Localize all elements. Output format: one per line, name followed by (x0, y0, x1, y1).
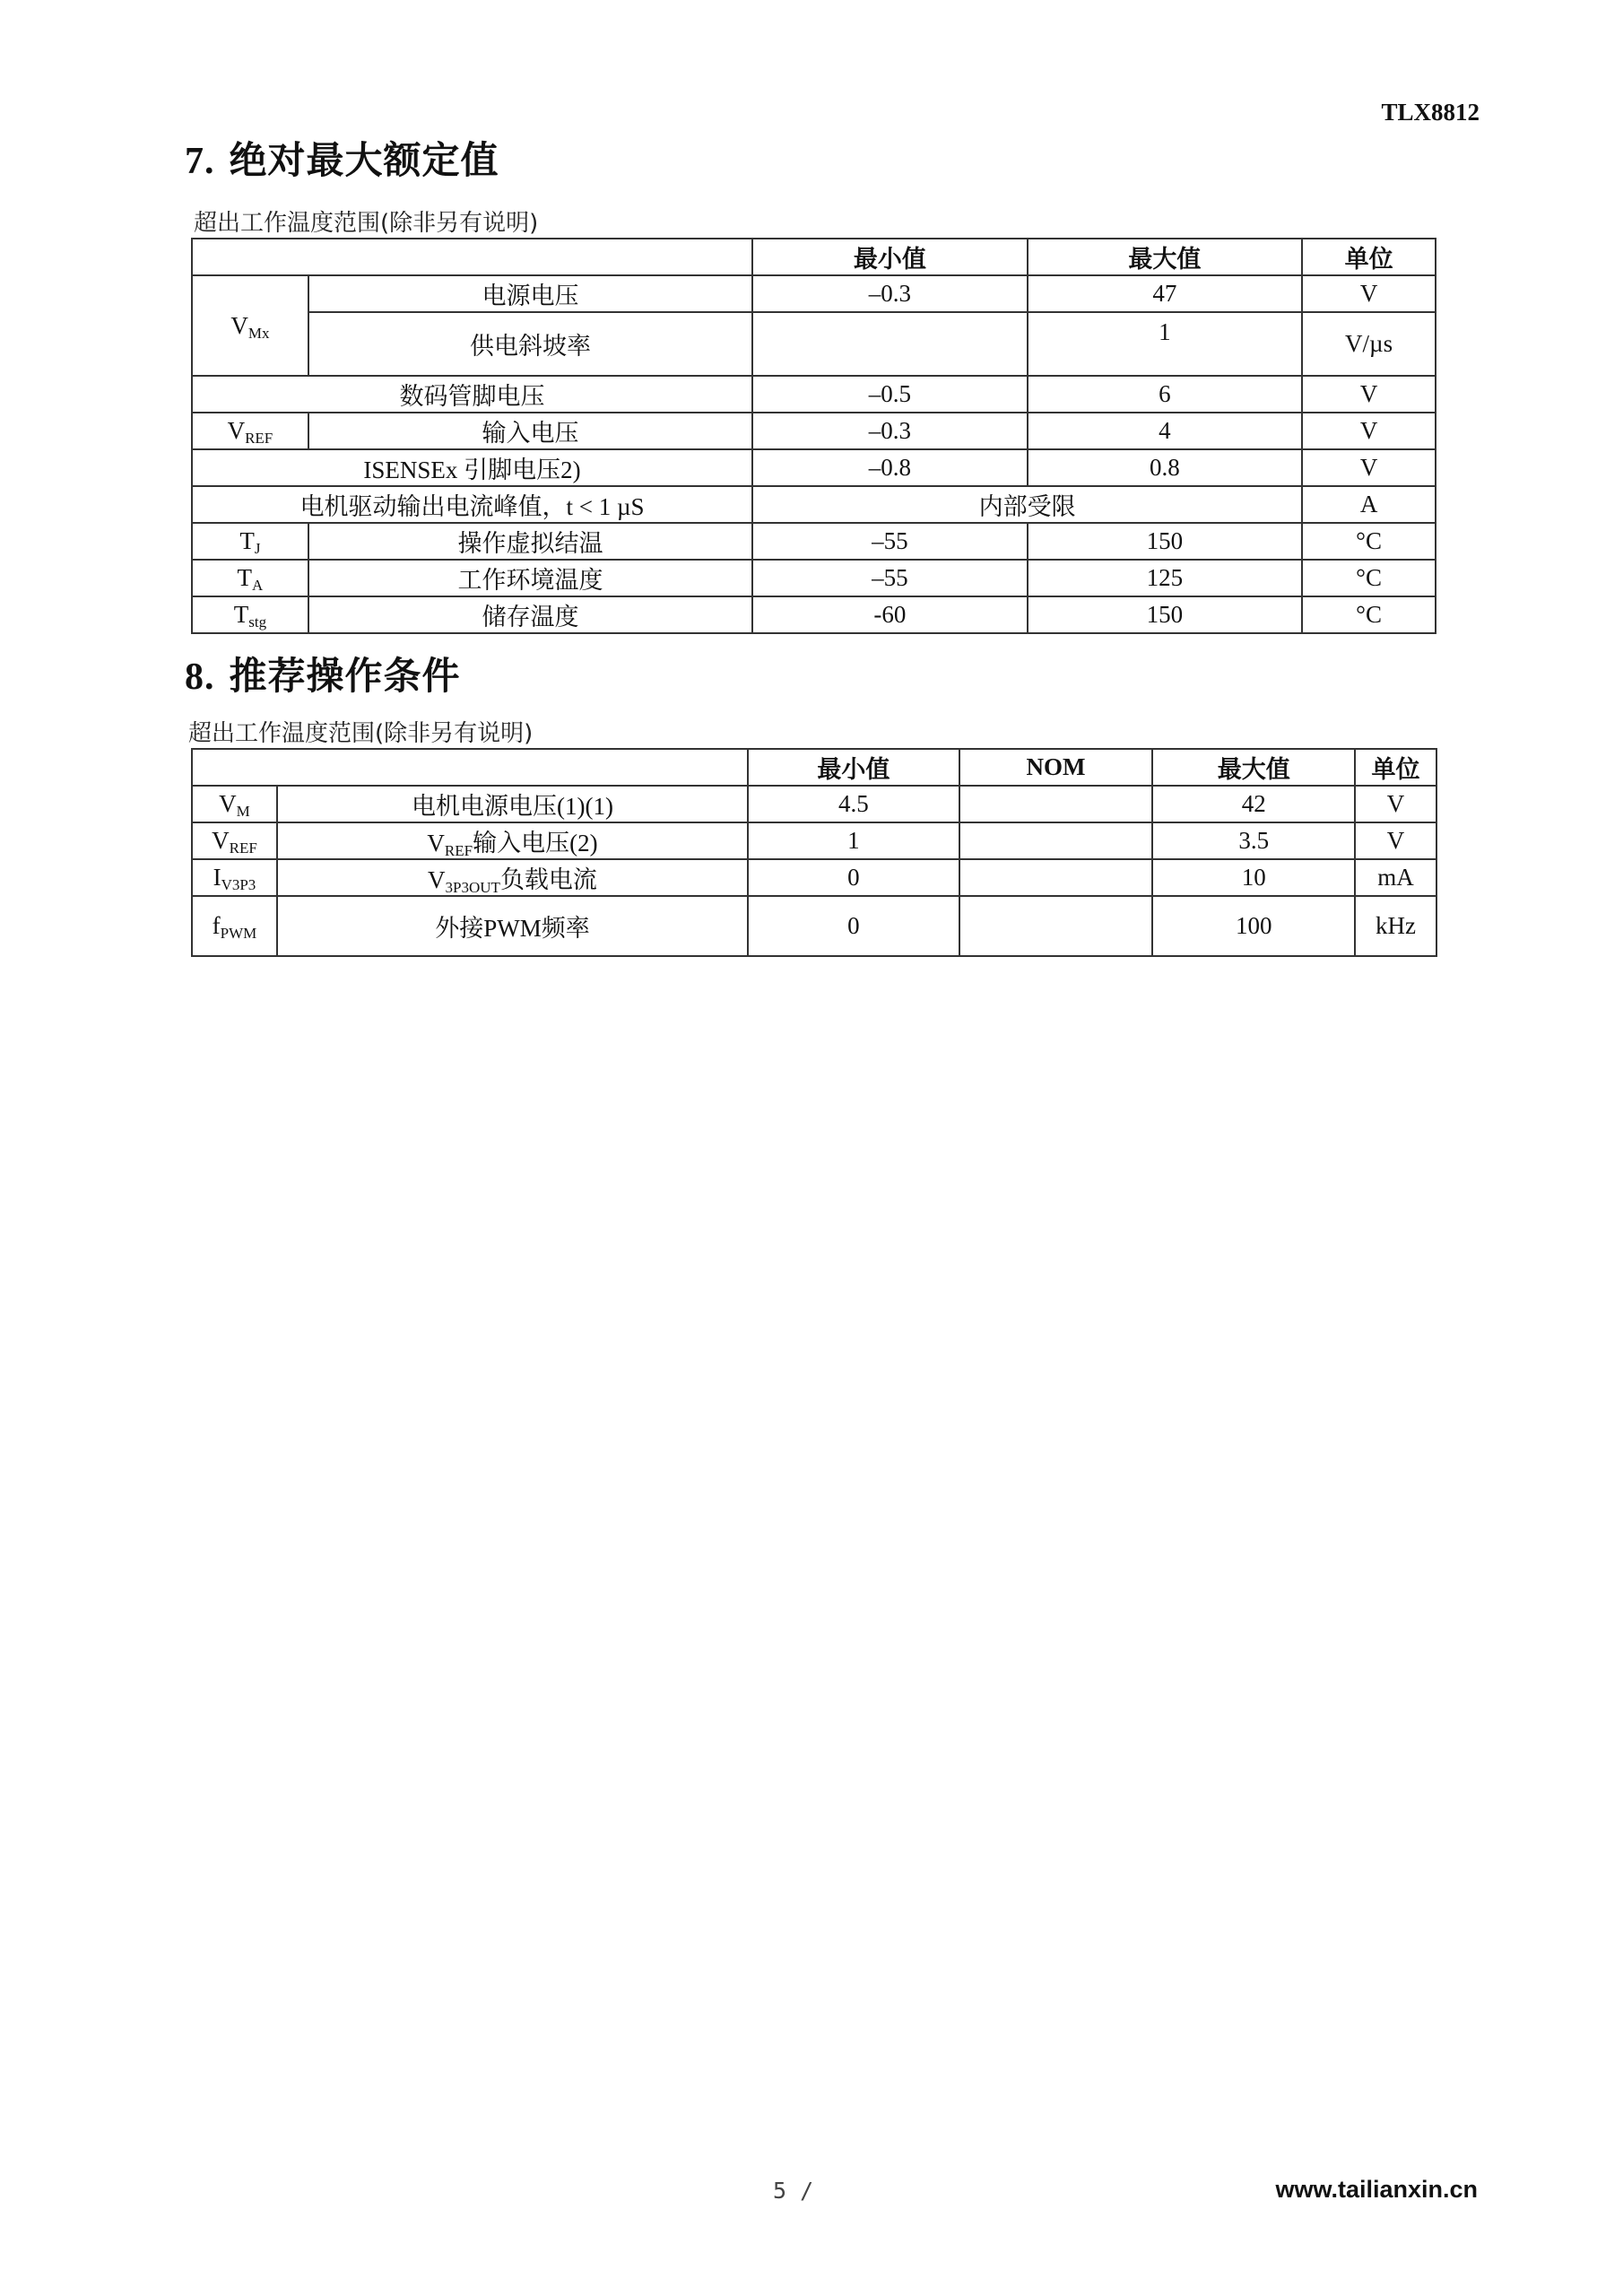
table-row (192, 896, 1436, 956)
min-cell: -60 (752, 596, 1028, 633)
table-row (192, 376, 1436, 413)
symbol-tj: $T_J$ (192, 523, 308, 560)
min-cell: –0.8 (752, 449, 1028, 486)
section-7-title (185, 131, 499, 185)
section-8-note: 超出工作温度范围(除非另有说明) (188, 720, 534, 747)
unit-cell: V (1355, 786, 1436, 822)
min-cell: –0.5 (752, 376, 1028, 413)
symbol-vref: $V_{REF}$ (192, 822, 277, 859)
table-row (192, 859, 1436, 896)
min-cell: 0 (748, 896, 959, 956)
table-row (192, 596, 1436, 633)
header-unit: 单位 (1355, 749, 1436, 786)
unit-cell: kHz (1355, 896, 1436, 956)
max-cell: 1 (1028, 312, 1303, 376)
max-cell: 6 (1028, 376, 1303, 413)
table-row (192, 413, 1436, 449)
section-7-note: 超出工作温度范围(除非另有说明) (194, 210, 539, 237)
unit-cell: V (1302, 376, 1436, 413)
symbol-fpwm: $f_{PWM}$ (192, 896, 277, 956)
symbol-iv3p3: $I_{V3P3}$ (192, 859, 277, 896)
param-cell: 电机电源电压(1)(1) (277, 786, 748, 822)
table-row (192, 486, 1436, 523)
table-row (192, 560, 1436, 596)
value-cell: 内部受限 (752, 486, 1302, 523)
unit-cell: °C (1302, 523, 1436, 560)
section-8-number: 8. (185, 657, 215, 698)
table-header-row (192, 239, 1436, 275)
nom-cell (959, 786, 1153, 822)
min-cell: 4.5 (748, 786, 959, 822)
max-cell: 150 (1028, 523, 1303, 560)
unit-cell: °C (1302, 596, 1436, 633)
param-cell: 操作虚拟结温 (308, 523, 752, 560)
section-7-heading: 绝对最大额定值 (229, 141, 499, 182)
unit-cell: °C (1302, 560, 1436, 596)
absolute-max-ratings-table (191, 238, 1436, 634)
max-cell: 4 (1028, 413, 1303, 449)
min-cell: 0 (748, 859, 959, 896)
symbol-vm: $V_M$ (192, 786, 277, 822)
unit-cell: V (1302, 275, 1436, 312)
param-cell: 供电斜坡率 (308, 312, 752, 376)
header-max: 最大值 (1028, 239, 1303, 275)
website-url: www.tailianxin.cn (1275, 2176, 1478, 2203)
unit-cell: A (1302, 486, 1436, 523)
table-row (192, 312, 1436, 376)
symbol-ta: $T_A$ (192, 560, 308, 596)
param-cell: 工作环境温度 (308, 560, 752, 596)
table-header-row (192, 749, 1436, 786)
unit-cell: V (1302, 413, 1436, 449)
unit-cell: mA (1355, 859, 1436, 896)
max-cell: 125 (1028, 560, 1303, 596)
header-blank (192, 749, 748, 786)
max-cell: 10 (1152, 859, 1355, 896)
min-cell (752, 312, 1028, 376)
table-row (192, 523, 1436, 560)
table-row (192, 449, 1436, 486)
unit-cell: V/µs (1302, 312, 1436, 376)
table-row (192, 822, 1436, 859)
param-cell: 数码管脚电压 (192, 376, 752, 413)
param-cell: $V_{3P3OUT}$负载电流 (277, 859, 748, 896)
param-cell: 电机驱动输出电流峰值，t < 1 µS (192, 486, 752, 523)
nom-cell (959, 822, 1153, 859)
symbol-vref: $V_{REF}$ (192, 413, 308, 449)
param-cell: $V_{REF}$输入电压(2) (277, 822, 748, 859)
param-cell: ISENSEx 引脚电压2) (192, 449, 752, 486)
param-cell: 储存温度 (308, 596, 752, 633)
max-cell: 3.5 (1152, 822, 1355, 859)
page-number: 5 / (773, 2178, 814, 2204)
max-cell: 42 (1152, 786, 1355, 822)
unit-cell: V (1302, 449, 1436, 486)
param-cell: 输入电压 (308, 413, 752, 449)
table-row (192, 275, 1436, 312)
header-min: 最小值 (752, 239, 1028, 275)
symbol-tstg: $T_{stg}$ (192, 596, 308, 633)
section-8-heading: 推荐操作条件 (229, 657, 461, 698)
header-blank (192, 239, 752, 275)
table-row (192, 786, 1436, 822)
header-max: 最大值 (1152, 749, 1355, 786)
header-nom: NOM (959, 749, 1153, 786)
min-cell: –55 (752, 523, 1028, 560)
unit-cell: V (1355, 822, 1436, 859)
param-cell: 外接PWM频率 (277, 896, 748, 956)
min-cell: –0.3 (752, 275, 1028, 312)
section-7-number: 7. (185, 141, 215, 182)
section-8-title (185, 647, 461, 700)
max-cell: 150 (1028, 596, 1303, 633)
recommended-conditions-table (191, 748, 1437, 957)
symbol-vmx: $V_{Mx}$ (192, 275, 308, 376)
max-cell: 0.8 (1028, 449, 1303, 486)
max-cell: 100 (1152, 896, 1355, 956)
header-unit: 单位 (1302, 239, 1436, 275)
nom-cell (959, 859, 1153, 896)
param-cell: 电源电压 (308, 275, 752, 312)
header-min: 最小值 (748, 749, 959, 786)
max-cell: 47 (1028, 275, 1303, 312)
min-cell: –55 (752, 560, 1028, 596)
min-cell: –0.3 (752, 413, 1028, 449)
min-cell: 1 (748, 822, 959, 859)
part-number: TLX8812 (1381, 99, 1480, 126)
nom-cell (959, 896, 1153, 956)
